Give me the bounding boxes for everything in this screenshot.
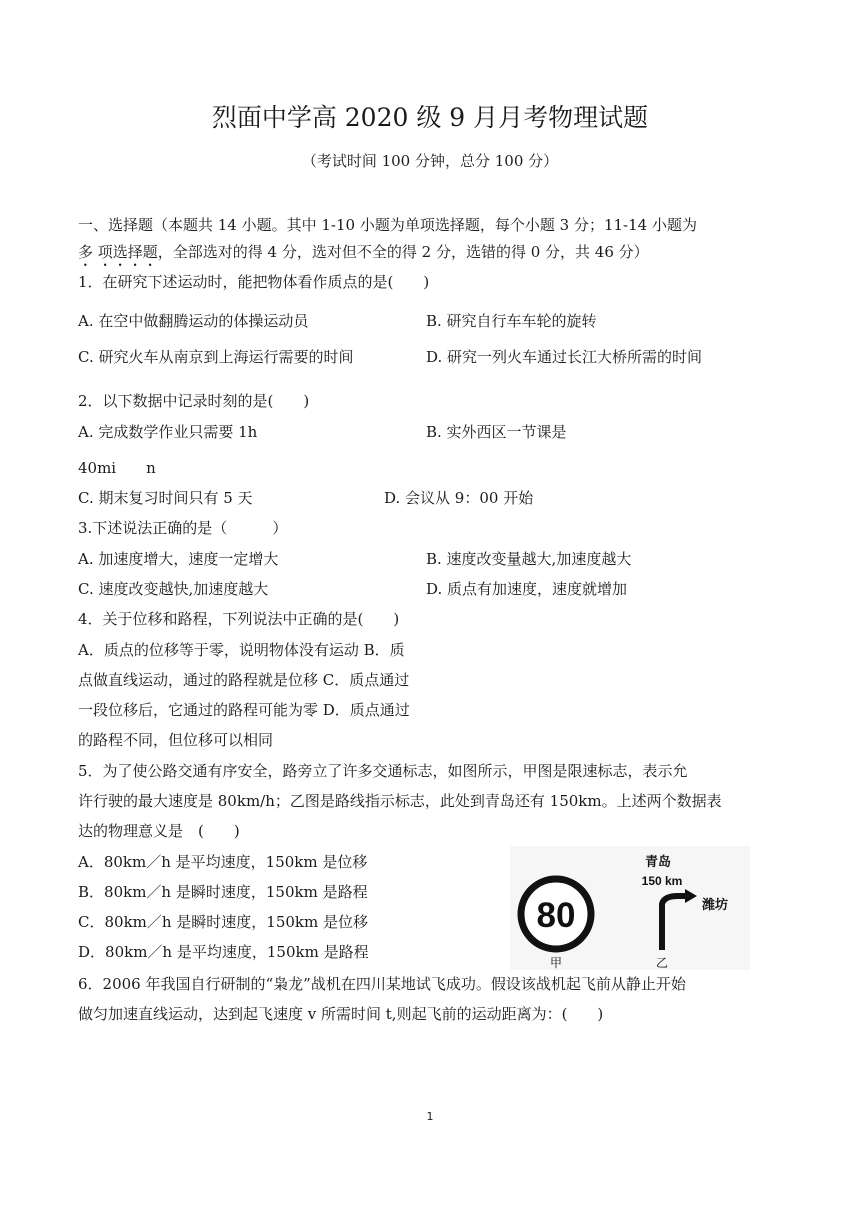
q6-line-2: 做匀加速直线运动，达到起飞速度 v 所需时间 t,则起飞前的运动距离为：( ) — [78, 1005, 604, 1023]
q2-option-a: A. 完成数学作业只需要 1h — [78, 423, 258, 441]
q4-stem: 4．关于位移和路程，下列说法中正确的是( ) — [78, 610, 400, 628]
exam-subtitle: （考试时间 100 分钟，总分 100 分） — [301, 152, 559, 170]
q5-option-c: C．80km／h 是瞬时速度，150km 是位移 — [78, 913, 369, 931]
section-instructions-line-2-rest: ，全部选对的得 4 分，选对但不全的得 2 分，选错的得 0 分，共 46 分） — [157, 243, 649, 261]
q2-option-c: C. 期末复习时间只有 5 天 — [78, 489, 253, 507]
q5-stem-line-2: 许行驶的最大速度是 80km/h；乙图是路线指示标志，此处到青岛还有 150km。上述两个数据表 — [78, 792, 722, 810]
route-sign-distance: 150 km — [641, 874, 683, 888]
q4-line-1: A．质点的位移等于零，说明物体没有运动 B．质 — [78, 641, 405, 659]
q1-option-b: B. 研究自行车车轮的旋转 — [426, 312, 597, 330]
traffic-signs-figure — [510, 846, 750, 970]
route-sign-destination-top: 青岛 — [644, 855, 672, 870]
q2-option-b-continued: 40mi n — [78, 459, 156, 477]
q4-line-2: 点做直线运动，通过的路程就是位移 C．质点通过 — [78, 671, 410, 689]
q6-line-1: 6．2006 年我国自行研制的“枭龙”战机在四川某地试飞成功。假设该战机起飞前从静止开始 — [78, 975, 686, 993]
q5-stem-line-3: 达的物理意义是 ( ) — [78, 822, 240, 840]
route-sign-label: 乙 — [655, 956, 669, 970]
q3-stem: 3.下述说法正确的是（ ） — [78, 519, 288, 537]
speed-limit-sign-label: 甲 — [549, 956, 563, 970]
q3-option-a: A. 加速度增大，速度一定增大 — [78, 550, 279, 568]
q3-option-d: D. 质点有加速度，速度就增加 — [426, 580, 628, 598]
page-number: 1 — [426, 1110, 434, 1123]
q5-stem-line-1: 5．为了使公路交通有序安全，路旁立了许多交通标志，如图所示，甲图是限速标志，表示允 — [78, 762, 688, 780]
q3-option-c: C. 速度改变越快,加速度越大 — [78, 580, 269, 598]
q4-line-4: 的路程不同，但位移可以相同 — [78, 731, 274, 749]
section-instructions-line-2 — [78, 241, 649, 270]
speed-limit-value: 80 — [536, 896, 576, 935]
section-instructions-line-1: 一、选择题（本题共 14 小题。其中 1-10 小题为单项选择题，每个小题 3 分；11-14 小题为 — [78, 216, 697, 234]
q3-option-b: B. 速度改变量越大,加速度越大 — [426, 550, 632, 568]
q2-stem: 2．以下数据中记录时刻的是( ) — [78, 392, 310, 410]
route-sign-destination-right: 潍坊 — [702, 898, 729, 913]
q4-line-3: 一段位移后，它通过的路程可能为零 D．质点通过 — [78, 701, 410, 719]
multi-choice-emphasis: 多 项选择题 — [78, 243, 158, 261]
exam-title: 烈面中学高 2020 级 9 月月考物理试题 — [211, 103, 649, 132]
q2-option-b: B. 实外西区一节课是 — [426, 423, 567, 441]
q5-option-b: B．80km／h 是瞬时速度，150km 是路程 — [78, 883, 368, 901]
q1-stem: 1．在研究下述运动时，能把物体看作质点的是( ) — [78, 273, 430, 291]
q1-option-c: C. 研究火车从南京到上海运行需要的时间 — [78, 348, 354, 366]
q5-option-a: A．80km／h 是平均速度，150km 是位移 — [78, 853, 368, 871]
q5-option-d: D．80km／h 是平均速度，150km 是路程 — [78, 943, 369, 961]
q1-option-a: A. 在空中做翻腾运动的体操运动员 — [78, 312, 309, 330]
q1-option-d: D. 研究一列火车通过长江大桥所需的时间 — [426, 348, 703, 366]
q2-option-d: D. 会议从 9：00 开始 — [384, 489, 534, 507]
